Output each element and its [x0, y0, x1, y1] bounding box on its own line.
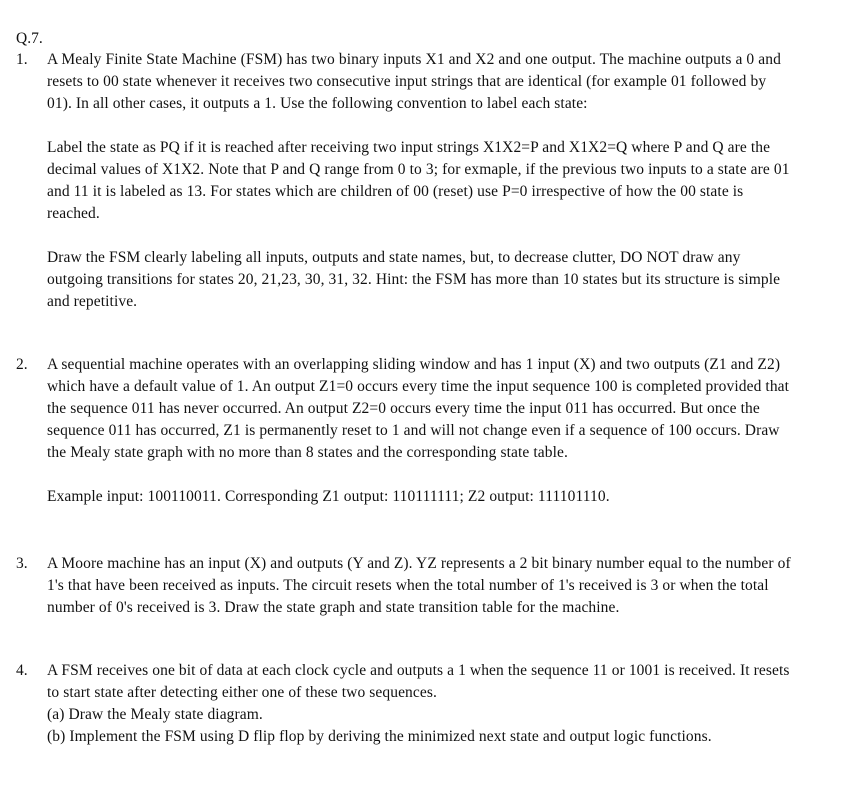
- question-2: [16, 354, 806, 508]
- question-2-paragraph-1: A sequential machine operates with an overlapping sliding window and has 1 input (X) and two outputs (Z1 and Z2) which have a default value of 1. An output Z1=0 occurs every time the input sequence 100 is completed provided that the sequence 011 has never occurred. An output Z2=0 occurs every time the input 011 has occurred. But once the sequence 011 has occurred, Z1 is permanently reset to 1 and will not change even if a sequence of 100 occurs. Draw the Mealy state graph with no more than 8 states and the corresponding state table.: [47, 356, 790, 461]
- question-title: Q.7.: [16, 30, 43, 47]
- question-4-part-a: (a) Draw the Mealy state diagram.: [47, 706, 263, 723]
- question-2-number: 2.: [16, 356, 28, 373]
- question-4-number: 4.: [16, 662, 28, 679]
- question-3-number: 3.: [16, 555, 28, 572]
- question-1-paragraph-3: Draw the FSM clearly labeling all inputs, outputs and state names, but, to decrease clutter, DO NOT draw any outgoing transitions for states 20, 21,23, 30, 31, 32. Hint: the FSM has more than 10 states but its structure is simple and repetitive.: [47, 249, 781, 310]
- question-1-number: 1.: [16, 51, 28, 68]
- question-3-paragraph-1: A Moore machine has an input (X) and outputs (Y and Z). YZ represents a 2 bit binary number equal to the number of 1's that have been received as inputs. The circuit resets when the total number of 1's received is 3 or when the total number of 0's received is 3. Draw the state graph and state transition table for the machine.: [47, 555, 791, 616]
- question-2-example: Example input: 100110011. Corresponding Z1 output: 110111111; Z2 output: 111101110.: [47, 488, 610, 505]
- question-4-part-b: (b) Implement the FSM using D flip flop by deriving the minimized next state and output logic functions.: [47, 728, 712, 745]
- question-3: [16, 553, 806, 619]
- question-4-paragraph-1: A FSM receives one bit of data at each clock cycle and outputs a 1 when the sequence 11 or 1001 is received. It resets to start state after detecting either one of these two sequences.: [47, 662, 790, 701]
- question-1-paragraph-2: Label the state as PQ if it is reached after receiving two input strings X1X2=P and X1X2=Q where P and Q are the decimal values of X1X2. Note that P and Q range from 0 to 3; for exmaple, if the previous two inputs to a state are 01 and 11 it is labeled as 13. For states which are children of 00 (reset) use P=0 irrespective of how the 00 state is reached.: [47, 139, 790, 222]
- question-1: [16, 49, 806, 313]
- question-4: [16, 660, 806, 748]
- question-1-paragraph-1: A Mealy Finite State Machine (FSM) has two binary inputs X1 and X2 and one output. The machine outputs a 0 and resets to 00 state whenever it receives two consecutive input strings that are identical (for example 01 followed by 01). In all other cases, it outputs a 1. Use the following convention to label each state:: [47, 51, 781, 112]
